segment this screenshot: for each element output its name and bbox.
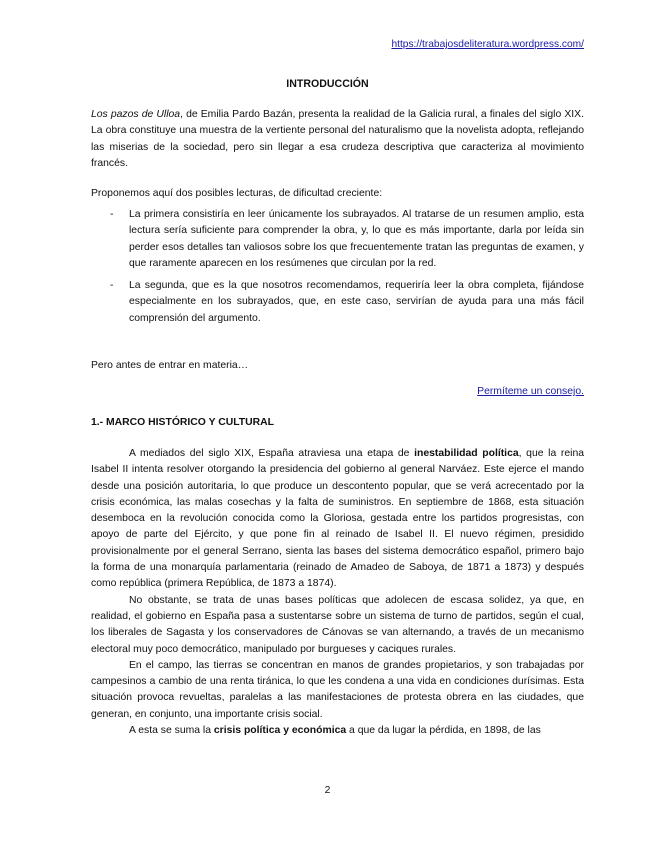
body-text: A esta se suma la [129,725,214,737]
page-title: INTRODUCCIÓN [286,78,369,90]
transition-paragraph [91,358,584,374]
list-item [91,278,584,327]
consejo-link[interactable]: Permíteme un consejo. [477,386,584,397]
bold-term: inestabilidad política [414,448,519,459]
body-paragraph-4 [91,723,584,739]
body-text: a que da lugar la pérdida, en 1898, de las [346,725,541,737]
list-item-text: La primera consistiría en leer únicamente los subrayados. Al tratarse de un resumen amplio, esta lectura sería suficiente para comprender la obra, y, lo que es más importante, darla por leída sin perder esos detalles tan valiosos sobre los que frecuentemente tratan las preguntas de examen, y que raramente aparecen en los resúmenes que circulan por la red. [129,209,584,269]
body-text: A mediados del siglo XIX, España atraviesa una etapa de [129,448,415,459]
list-item-text: La segunda, que es la que nosotros recomendamos, requeriría leer la obra completa, fijándose especialmente en los subrayados, que, en este caso, servirían de ayuda para una más fácil comprensión del argumento. [129,280,584,324]
list-item [91,207,584,272]
transition-text: Pero antes de entrar en materia… [91,360,249,371]
bold-term: crisis política y económica [213,725,347,737]
body-paragraph-1 [91,446,584,593]
body-paragraph-3: En el campo, las tierras se concentran en manos de grandes propietarios, y son trabajadas por campesinos a cambio de una renta tiránica, lo que les condena a una vida en condiciones durísimas. Esta situación provoca revueltas, paralelas a las manifestaciones de protesta obrera en las ciudades, que generan, en conjunto, una importante crisis social. [91,659,584,720]
book-title: Los pazos de Ulloa [91,109,181,120]
section-heading: 1.- MARCO HISTÓRICO Y CULTURAL [91,417,274,428]
list-bullet: - [110,280,114,292]
body-paragraph-2: No obstante, se trata de unas bases políticas que adolecen de escasa solidez, ya que, en realidad, el gobierno en España pasa a sustentarse sobre un sistema de turno de partidos, según el cual, los liberales de Sagasta y los conservadores de Cánovas se van alternando, a través de un mecanismo electoral muy poco democrático, manipulado por burgueses y caciques rurales. [91,594,584,655]
readings-list [91,207,584,333]
page-number: 2 [324,785,331,796]
readings-intro [91,186,584,202]
section-body [91,446,584,739]
readings-intro-text: Proponemos aquí dos posibles lecturas, de dificultad creciente: [91,188,383,199]
body-text: , que la reina Isabel II intenta resolver otorgando la presidencia del gobierno al general Narváez. Este ejerce el mando desde una posición autoritaria, lo que produce un descontento popular, que se verá acrecentado por la crisis económica, las malas cosechas y la falta de suministros. En septiembre de 1868, esta situación desemboca en la revolución conocida como la Gloriosa, gestada entre los partidos progresistas, con apoyo de parte del Ejército, y que pone fin al reinado de Isabel II. El nuevo régimen, presidido provisionalmente por el general Serrano, sienta las bases del sistema democrático español, primero bajo la forma de una monarquía parlamentaria (reinado de Amadeo de Saboya, de 1871 a 1873) y después como república (primera República, de 1873 a 1874). [91,448,585,590]
header-url-link[interactable]: https://trabajosdeliteratura.wordpress.com/ [391,39,584,50]
intro-text: , de Emilia Pardo Bazán, presenta la realidad de la Galicia rural, a finales del siglo XIX. La obra constituye una muestra de la vertiente personal del naturalismo que la novelista adopta, reflejando las miserias de la sociedad, pero sin llegar a esa crudeza descriptiva que caracteriza al movimiento francés. [91,109,584,169]
list-bullet: - [110,209,114,220]
intro-paragraph [91,107,584,172]
